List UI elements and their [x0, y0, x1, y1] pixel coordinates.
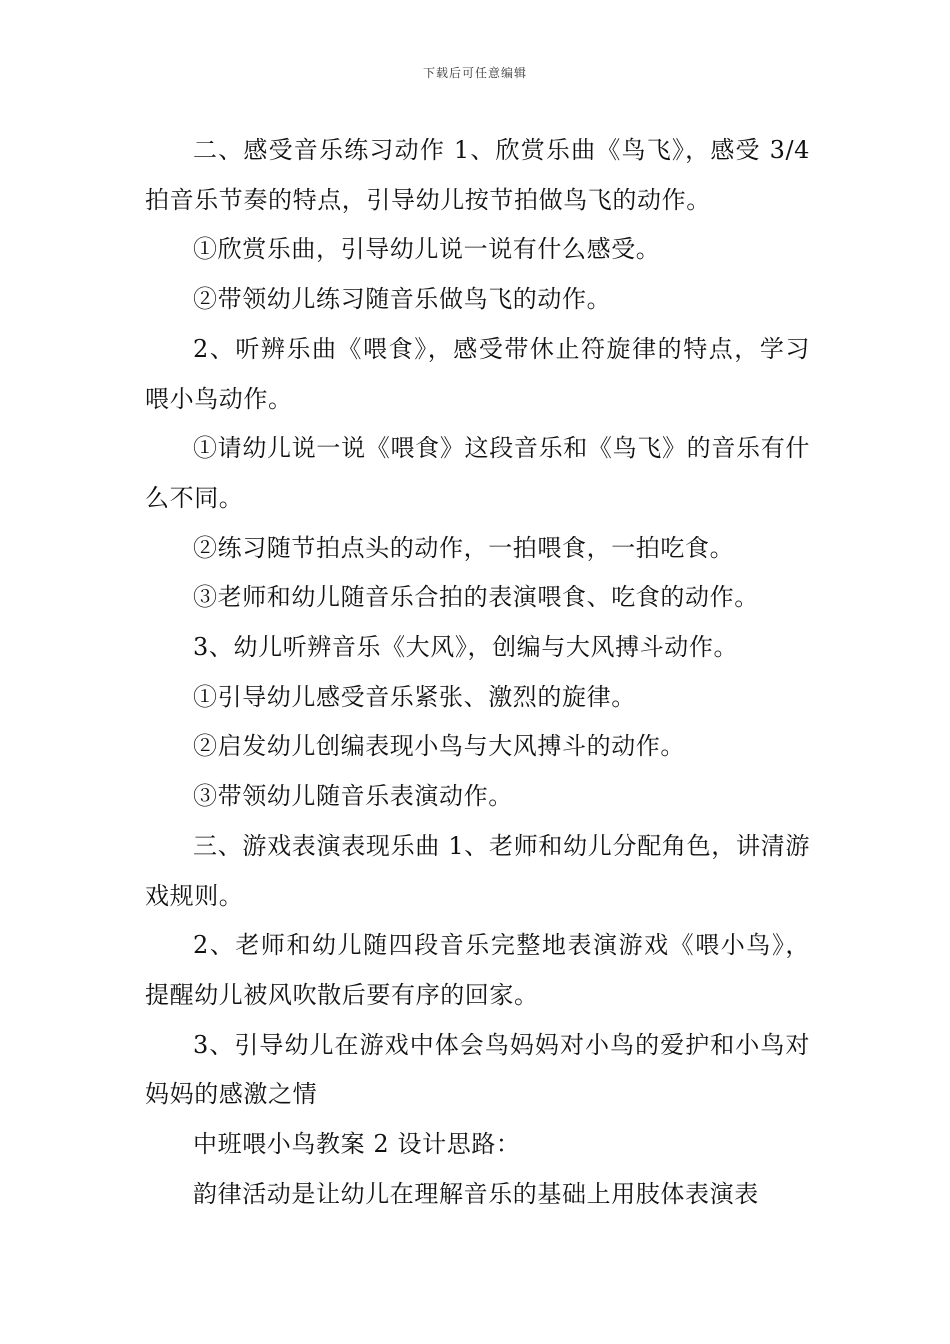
document-body: [145, 126, 810, 1219]
paragraph: ①欣赏乐曲，引导幼儿说一说有什么感受。: [193, 235, 661, 264]
paragraph: 中班喂小鸟教案 2 设计思路：: [193, 1130, 521, 1159]
paragraph: ②带领幼儿练习随音乐做鸟飞的动作。: [193, 285, 612, 314]
paragraph: ③老师和幼儿随音乐合拍的表演喂食、吃食的动作。: [193, 583, 759, 612]
paragraph: 3、幼儿听辨音乐《大风》，创编与大风搏斗动作。: [193, 633, 739, 662]
paragraph: 韵律活动是让幼儿在理解音乐的基础上用肢体表演表: [193, 1179, 759, 1208]
paragraph: ②练习随节拍点头的动作，一拍喂食，一拍吃食。: [193, 533, 735, 562]
paragraph: 2、听辨乐曲《喂食》，感受带休止符旋律的特点，学习喂小鸟动作。: [145, 334, 810, 413]
paragraph: ①请幼儿说一说《喂食》这段音乐和《鸟飞》的音乐有什么不同。: [145, 434, 810, 512]
paragraph: 3、引导幼儿在游戏中体会鸟妈妈对小鸟的爱护和小鸟对妈妈的感激之情: [145, 1030, 810, 1109]
paragraph: ③带领幼儿随音乐表演动作。: [193, 782, 513, 811]
paragraph: ②启发幼儿创编表现小鸟与大风搏斗的动作。: [193, 732, 685, 761]
paragraph: ①引导幼儿感受音乐紧张、激烈的旋律。: [193, 682, 636, 711]
page-header: 下载后可任意编辑: [422, 66, 527, 80]
paragraph: 三、游戏表演表现乐曲 1、老师和幼儿分配角色，讲清游戏规则。: [145, 831, 810, 910]
paragraph: 2、老师和幼儿随四段音乐完整地表演游戏《喂小鸟》，提醒幼儿被风吹散后要有序的回家。: [145, 931, 810, 1009]
paragraph: 二、感受音乐练习动作 1、欣赏乐曲《鸟飞》，感受 3/4 拍音乐节奏的特点，引导幼儿按节拍做鸟飞的动作。: [145, 136, 810, 214]
